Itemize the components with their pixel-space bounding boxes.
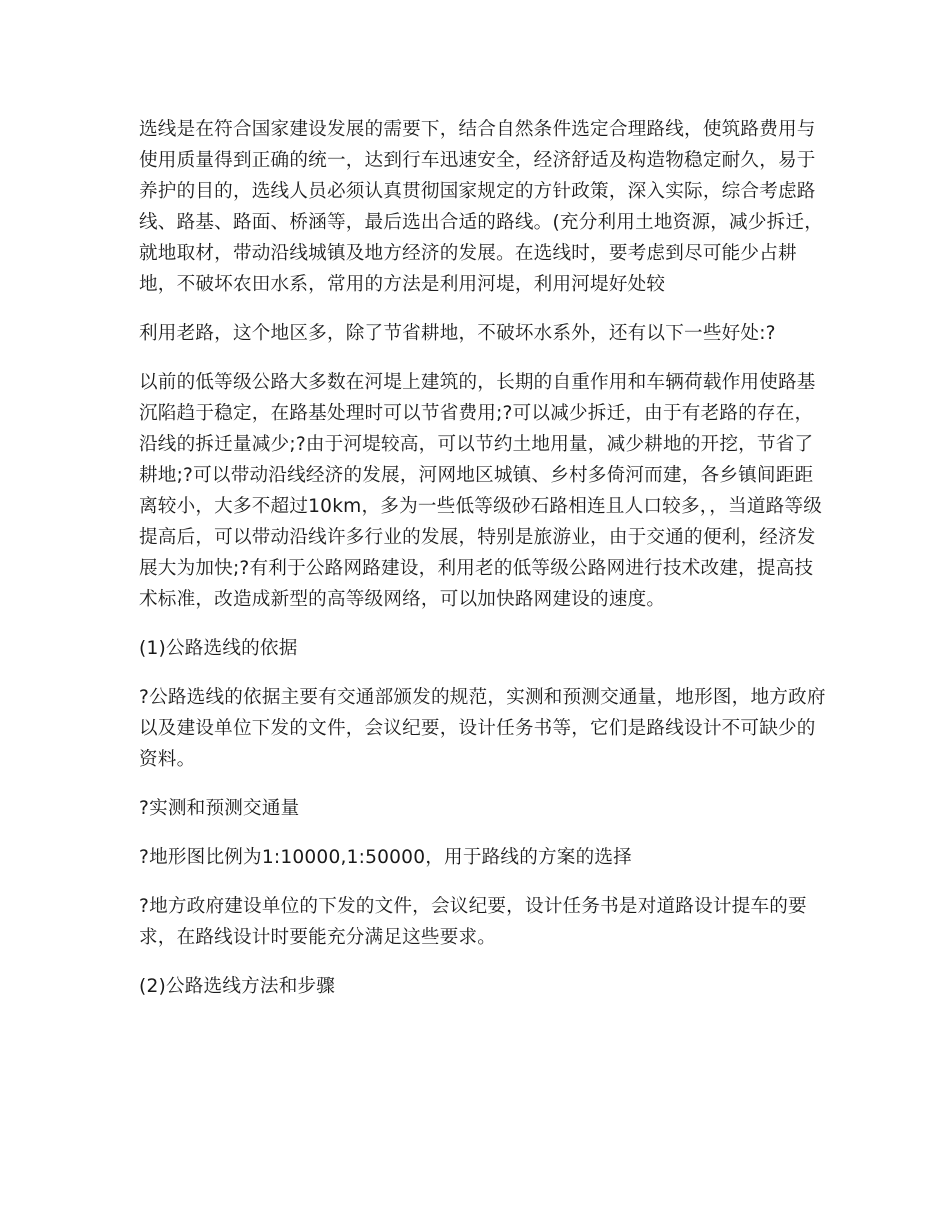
- list-item-traffic-volume: ?实测和预测交通量: [139, 798, 300, 819]
- paragraph-route-basis: ?公路选线的依据主要有交通部颁发的规范，实测和预测交通量，地形图，地方政府以及建设单位下发的文件，会议纪要，设计任务书等，它们是路线设计不可缺少的资料。: [139, 687, 826, 770]
- document-body: [139, 114, 829, 1020]
- section-heading-route-basis: (1)公路选线的依据: [139, 638, 298, 659]
- list-item-government-documents: ?地方政府建设单位的下发的文件，会议纪要，设计任务书是对道路设计提车的要求，在路线设计时要能充分满足这些要求。: [139, 896, 807, 948]
- paragraph-route-selection-intro: 选线是在符合国家建设发展的需要下，结合自然条件选定合理路线，使筑路费用与使用质量得到正确的统一，达到行车迅速安全，经济舒适及构造物稳定耐久，易于养护的目的，选线人员必须认真贯彻国家规定的方针政策，深入实际，综合考虑路线、路基、路面、桥涵等，最后选出合适的路线。(充分利用土地资源，减少拆迁，就地取材，带动沿线城镇及地方经济的发展。在选线时，要考虑到尽可能少占耕地，不破坏农田水系，常用的方法是利用河堤，利用河堤好处较: [139, 119, 824, 295]
- paragraph-old-road-details: 以前的低等级公路大多数在河堤上建筑的，长期的自重作用和车辆荷载作用使路基沉陷趋于稳定，在路基处理时可以节省费用;?可以减少拆迁，由于有老路的存在，沿线的拆迁量减少;?由于河堤较高，可以节约土地用量，减少耕地的开挖，节省了耕地;?可以带动沿线经济的发展，河网地区城镇、乡村多倚河而建，各乡镇间距距离较小，大多不超过10km，多为一些低等级砂石路相连且人口较多，，当道路等级提高后，可以带动沿线许多行业的发展，特别是旅游业，由于交通的便利，经济发展大为加快;?有利于公路网路建设，利用老的低等级公路网进行技术改建，提高技术标准，改造成新型的高等级网络，可以加快路网建设的速度。: [139, 372, 823, 610]
- paragraph-old-road-benefits: 利用老路，这个地区多，除了节省耕地，不破坏水系外，还有以下一些好处:?: [139, 323, 776, 344]
- section-heading-route-methods: (2)公路选线方法和步骤: [139, 976, 336, 997]
- list-item-topographic-map: ?地形图比例为1:10000,1:50000，用于路线的方案的选择: [139, 847, 632, 868]
